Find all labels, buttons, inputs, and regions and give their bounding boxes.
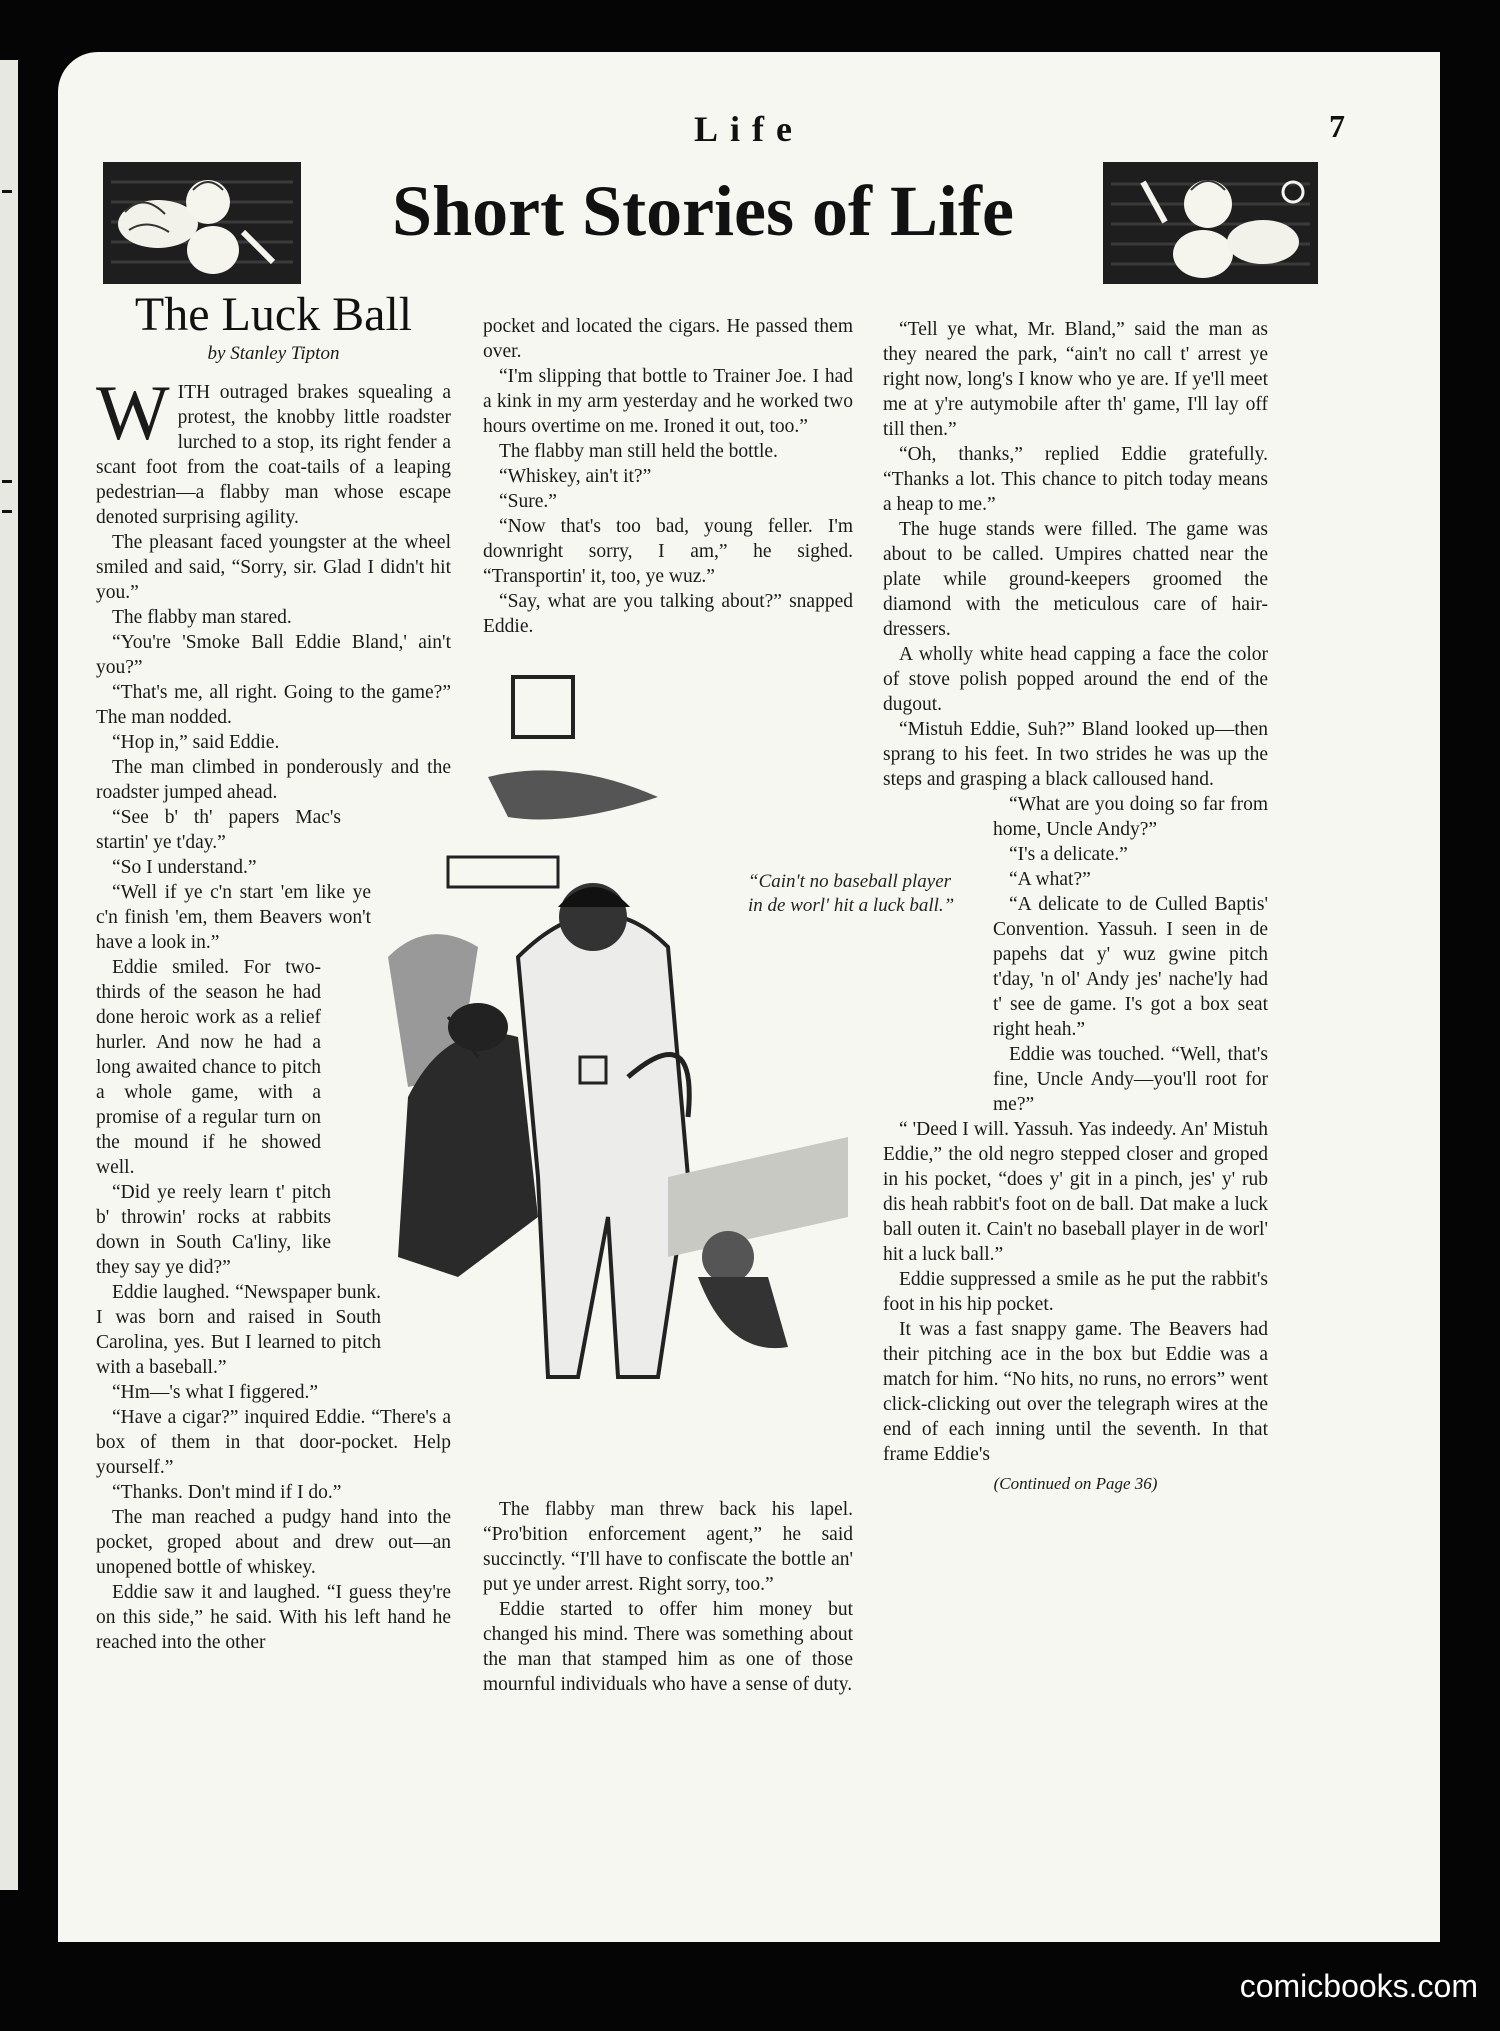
banner-title: Short Stories of Life <box>392 171 1014 251</box>
paragraph: Eddie suppressed a smile as he put the rabbit's foot in his hip pocket. <box>883 1269 1268 1315</box>
paragraph: Eddie smiled. For two-thirds of the season he had done heroic work as a relief hurler. And now he had a long awaited chance to pitch a whole game, with a promise of a regular turn on the mound if he showed well. <box>96 957 321 1178</box>
paragraph: “Now that's too bad, young feller. I'm downright sorry, I am,” he sighed. “Transportin' it, too, ye wuz.” <box>483 516 853 587</box>
paragraph: The huge stands were filled. The game was about to be called. Umpires chatted near the plate while ground-keepers groomed the diamond with the meticulous care of hair-dressers. <box>883 519 1268 640</box>
paragraph: Eddie saw it and laughed. “I guess they're on this side,” he said. With his left hand he reached into the other <box>96 1582 451 1653</box>
page-number: 7 <box>1329 108 1345 144</box>
paragraph: “A delicate to de Culled Baptis' Convention. Yassuh. I seen in de papehs dat y' wuz gwine pitch t'day, 'n ol' Andy jes' nache'ly had t' see de game. I's got a box seat right heah.” <box>993 894 1268 1040</box>
story-byline: by Stanley Tipton <box>207 343 340 364</box>
paragraph: “Well if ye c'n start 'em like ye c'n finish 'em, them Beavers won't have a look in.” <box>96 882 371 953</box>
magazine-page <box>58 52 1440 1942</box>
paragraph: “Have a cigar?” inquired Eddie. “There's a box of them in that door-pocket. Help yourself.” <box>96 1407 451 1478</box>
paragraph: “ 'Deed I will. Yassuh. Yas indeedy. An' Mistuh Eddie,” the old negro stepped closer and groped in his pocket, “does y' git in a pinch, jes' y' rub dis heah rabbit's foot on de ball. Dat make a luck ball outen it. Cain't no baseball player in de worl' hit a luck ball.” <box>883 1119 1268 1265</box>
opening-paragraph: WITH outraged brakes squealing a protest, the knobby little roadster lurched to a stop, its right fender a scant foot from the coat-tails of a leaping pedestrian—a flabby man whose escape denoted surprising agility. <box>96 369 451 528</box>
paragraph: pocket and located the cigars. He passed them over. <box>483 316 853 362</box>
paragraph: Eddie laughed. “Newspaper bunk. I was born and raised in South Carolina, yes. But I learned to pitch with a baseball.” <box>96 1282 381 1378</box>
paragraph: The man reached a pudgy hand into the pocket, groped about and drew out—an unopened bottle of whiskey. <box>96 1507 451 1578</box>
paragraph: “You're 'Smoke Ball Eddie Bland,' ain't you?” <box>96 632 451 678</box>
paragraph: “Whiskey, ain't it?” <box>499 466 652 487</box>
column-3 <box>883 317 1268 1496</box>
paragraph: It was a fast snappy game. The Beavers had their pitching ace in the box but Eddie was a match for him. “No hits, no runs, no errors” went click-clicking out over the telegraph wires at the end of each inning until the seventh. In that frame Eddie's <box>883 1319 1268 1465</box>
paragraph: The pleasant faced youngster at the wheel smiled and said, “Sorry, sir. Glad I didn't hit you.” <box>96 532 451 603</box>
baseball-player-illustration <box>368 657 868 1477</box>
adjacent-page-edge <box>0 60 18 1890</box>
cherub-right-illustration <box>1103 162 1318 284</box>
running-head: Life <box>694 109 804 149</box>
paragraph: “Hm—'s what I figgered.” <box>112 1382 319 1403</box>
paragraph: “Mistuh Eddie, Suh?” Bland looked up—then sprang to his feet. In two strides he was up the steps and grasping a black calloused hand. <box>883 719 1268 790</box>
column-2-top <box>483 314 853 639</box>
paragraph: “Hop in,” said Eddie. <box>112 732 280 753</box>
paragraph: “A what?” <box>1009 869 1091 890</box>
paragraph: “Sure.” <box>499 491 557 512</box>
drop-cap: W <box>96 369 170 456</box>
paragraph: A wholly white head capping a face the color of stove polish popped around the end of the dugout. <box>883 644 1268 715</box>
paragraph: “That's me, all right. Going to the game?” The man nodded. <box>96 682 451 728</box>
cherub-left-illustration <box>103 162 301 284</box>
section-banner <box>103 162 1318 284</box>
paragraph: “Say, what are you talking about?” snapped Eddie. <box>483 591 853 637</box>
paragraph: The flabby man threw back his lapel. “Pro'bition enforcement agent,” he said succinctly. “I'll have to confiscate the bottle an' put ye under arrest. Right sorry, too.” <box>483 1499 853 1595</box>
paragraph: Eddie started to offer him money but changed his mind. There was something about the man that stamped him as one of those mournful individuals who have a sense of duty. <box>483 1599 853 1695</box>
column-2-bottom <box>483 1497 853 1697</box>
paragraph: “I's a delicate.” <box>1009 844 1128 865</box>
illustration-caption: “Cain't no baseball player in de worl' hit a luck ball.” <box>748 871 955 916</box>
paragraph: “So I understand.” <box>112 857 257 878</box>
paragraph: “Did ye reely learn t' pitch b' throwin' rocks at rabbits down in South Ca'liny, like they say ye did?” <box>96 1182 331 1278</box>
paragraph: “What are you doing so far from home, Uncle Andy?” <box>993 794 1268 840</box>
continued-note: (Continued on Page 36) <box>993 1474 1158 1493</box>
story-title: The Luck Ball <box>134 288 413 341</box>
paragraph: “See b' th' papers Mac's startin' ye t'day.” <box>96 807 341 853</box>
paragraph: “I'm slipping that bottle to Trainer Joe. I had a kink in my arm yesterday and he worked two hours overtime on me. Ironed it out, too.” <box>483 366 853 437</box>
paragraph: “Thanks. Don't mind if I do.” <box>112 1482 342 1503</box>
paragraph: The flabby man still held the bottle. <box>499 441 778 462</box>
paragraph: The man climbed in ponderously and the roadster jumped ahead. <box>96 757 451 803</box>
watermark-text: comicbooks.com <box>1239 1968 1478 2004</box>
paragraph: “Tell ye what, Mr. Bland,” said the man as they neared the park, “ain't no call t' arrest ye right now, long's I know who ye are. If ye'll meet me at y're autymobile after th' game, I'll lay off till then.” <box>883 319 1268 440</box>
paragraph: Eddie was touched. “Well, that's fine, Uncle Andy—you'll root for me?” <box>993 1044 1268 1115</box>
paragraph: “Oh, thanks,” replied Eddie gratefully. “Thanks a lot. This chance to pitch today means a heap to me.” <box>883 444 1268 515</box>
paragraph: The flabby man stared. <box>112 607 292 628</box>
